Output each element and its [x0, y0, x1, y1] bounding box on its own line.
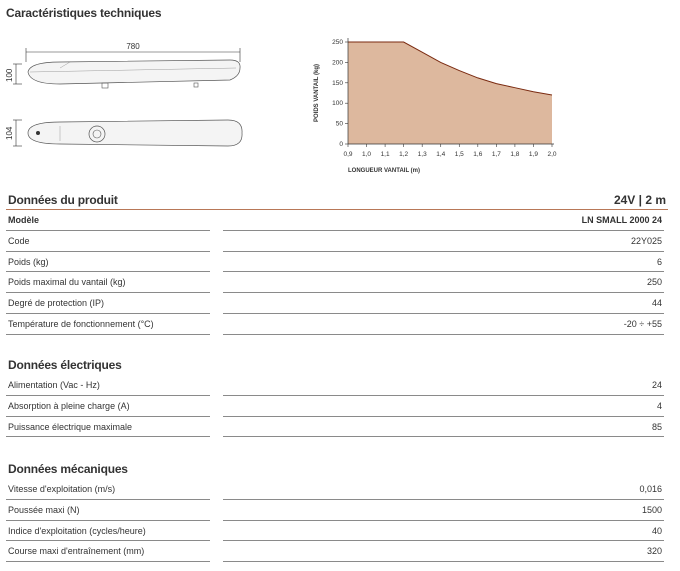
section-title: Données mécaniques [8, 462, 128, 476]
spec-label: Vitesse d'exploitation (m/s) [8, 484, 116, 494]
x-axis-label: LONGUEUR VANTAIL (m) [348, 168, 420, 174]
x-tick-label: 1,6 [473, 151, 483, 158]
x-tick-label: 1,0 [362, 151, 372, 158]
section-produit [6, 190, 668, 335]
spec-label: Code [8, 235, 30, 246]
length-dimension: 780 [126, 42, 140, 51]
width-dimension: 104 [5, 126, 14, 140]
weight-length-chart [308, 30, 568, 180]
y-axis-label: POIDS VANTAIL (kg) [314, 63, 320, 123]
spec-row [6, 252, 668, 273]
spec-row [6, 293, 668, 314]
spec-label: Poids maximal du vantail (kg) [8, 277, 126, 288]
y-tick-label: 50 [335, 120, 343, 128]
section-title: Données électriques [8, 358, 122, 372]
section-variant: 24V | 2 m [613, 193, 666, 207]
spec-value: 85 [651, 421, 662, 432]
x-tick-label: 1,4 [436, 151, 446, 158]
spec-value: LN SMALL 2000 24 [581, 215, 662, 225]
spec-label: Absorption à pleine charge (A) [8, 400, 130, 411]
y-tick-label: 150 [332, 79, 343, 87]
spec-value: 40 [651, 525, 662, 536]
x-tick-label: 1,8 [510, 151, 520, 158]
section-title: Données du produit [8, 193, 118, 207]
spec-value: 1500 [641, 504, 662, 515]
x-tick-label: 0,9 [343, 151, 353, 158]
spec-row [6, 375, 668, 396]
x-tick-label: 1,1 [380, 151, 390, 158]
product-drawing [0, 38, 250, 153]
section-header [6, 459, 668, 479]
spec-label: Alimentation (Vac - Hz) [8, 380, 100, 390]
spec-row [6, 479, 668, 500]
spec-value: 0,016 [639, 484, 662, 494]
x-tick-label: 2,0 [547, 151, 557, 158]
spec-value: 24 [651, 380, 662, 390]
spec-row [6, 541, 668, 562]
spec-row [6, 521, 668, 542]
spec-label: Modèle [8, 215, 40, 225]
spec-label: Température de fonctionnement (°C) [8, 318, 154, 329]
chart-area [348, 42, 552, 144]
height-dimension: 100 [5, 68, 14, 82]
spec-label: Poussée maxi (N) [8, 504, 80, 515]
section-electriques [6, 355, 668, 437]
spec-value: 4 [656, 400, 662, 411]
spec-row [6, 417, 668, 438]
x-tick-label: 1,7 [491, 151, 501, 158]
page-title: Caractéristiques techniques [6, 6, 162, 20]
spec-label: Poids (kg) [8, 256, 49, 267]
x-tick-label: 1,2 [399, 151, 409, 158]
spec-label: Course maxi d'entraînement (mm) [8, 546, 145, 557]
spec-label: Indice d'exploitation (cycles/heure) [8, 525, 146, 536]
x-tick-label: 1,5 [454, 151, 464, 158]
spec-value: -20 ÷ +55 [623, 318, 662, 329]
x-tick-label: 1,9 [528, 151, 538, 158]
chart-svg [308, 30, 568, 180]
spec-row [6, 396, 668, 417]
spec-value: 22Y025 [630, 235, 662, 246]
spec-label: Degré de protection (IP) [8, 298, 105, 309]
spec-label: Puissance électrique maximale [8, 421, 133, 432]
spec-row [6, 272, 668, 293]
section-mecaniques [6, 459, 668, 562]
spec-value: 6 [656, 256, 662, 267]
spec-value: 44 [651, 298, 662, 309]
x-tick-label: 1,3 [417, 151, 427, 158]
spec-value: 320 [646, 546, 662, 557]
y-tick-label: 0 [339, 141, 343, 148]
spec-value: 250 [646, 277, 662, 288]
spec-row [6, 314, 668, 335]
spec-row [6, 231, 668, 252]
y-tick-label: 100 [332, 100, 343, 108]
spec-row [6, 500, 668, 521]
y-tick-label: 250 [332, 39, 343, 46]
section-header [6, 190, 668, 210]
spec-row [6, 210, 668, 231]
section-header [6, 355, 668, 375]
y-tick-label: 200 [332, 59, 343, 67]
